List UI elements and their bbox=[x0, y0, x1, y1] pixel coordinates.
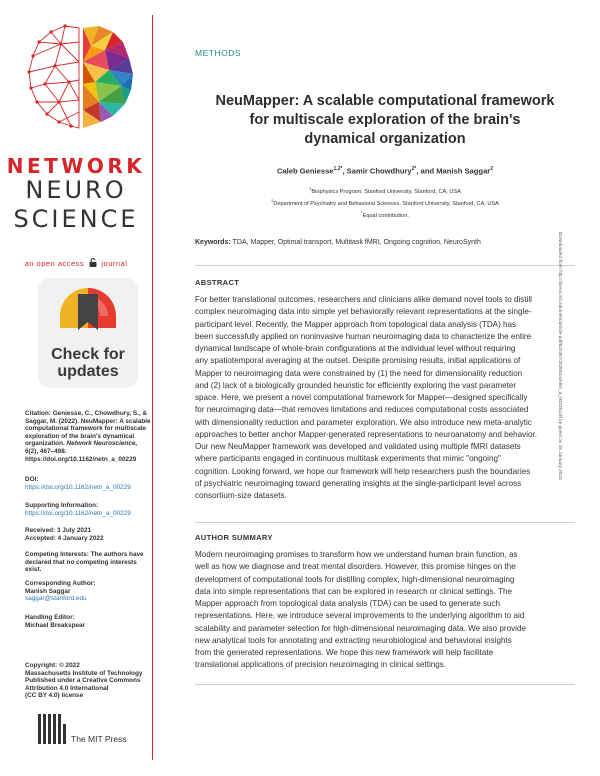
doi-link[interactable]: https://doi.org/10.1162/netn_a_00229 bbox=[25, 483, 131, 491]
abstract-line: approaches to better anchor Mapper-generated representations to neuroanatomy and behavior. bbox=[195, 429, 537, 439]
editor-name: Michael Breakspear bbox=[25, 621, 86, 629]
affiliation-equal-text: Equal contribution. bbox=[362, 212, 409, 219]
citation-doi-link[interactable]: https://doi.org/10.1162/netn_a_00229 bbox=[25, 455, 137, 463]
author-summary-heading: AUTHOR SUMMARY bbox=[195, 533, 273, 542]
copyright-line1: Copyright: © 2022 bbox=[25, 662, 80, 669]
author-3: and Manish Saggar bbox=[420, 166, 491, 176]
citation-label: Citation: bbox=[25, 410, 51, 417]
abstract-line: consortium-size datasets. bbox=[195, 491, 287, 500]
title-line3: dynamical organization bbox=[304, 131, 466, 147]
journal-label: journal bbox=[101, 259, 128, 268]
abstract-line: been successfully applied on noninvasive human neuroimaging data to characterize the entire bbox=[195, 331, 532, 341]
abstract-line: and (2) lack of a biologically grounded heuristic for efficiently exploring the vast parameter bbox=[195, 380, 517, 390]
abstract-line: where participants engaged in continuous multitask experiments that mimic "ongoing" bbox=[195, 454, 501, 464]
copyright-line3: Published under a Creative Commons bbox=[25, 677, 141, 685]
journal-sidebar bbox=[0, 0, 155, 776]
author-summary-line: translational applications of precision neuroimaging in clinical settings. bbox=[195, 660, 447, 670]
abstract-body bbox=[195, 294, 577, 502]
open-lock-icon bbox=[89, 258, 97, 267]
citation-block bbox=[25, 410, 151, 463]
article-title bbox=[195, 92, 575, 149]
citation-journal: Network Neuroscience, bbox=[66, 440, 138, 448]
check-for-updates-text bbox=[38, 346, 138, 380]
citation-text: Geniesse, C., Chowdhury, S., & Saggar, M. (2022). NeuMapper: A scalable computational framework for multiscale exploration of the brain's dynamical organization. bbox=[25, 410, 151, 448]
title-line1: NeuMapper: A scalable computational framework bbox=[215, 93, 555, 109]
journal-wordmark-science: SCIENCE bbox=[13, 205, 139, 233]
check-for-updates-button[interactable] bbox=[38, 278, 138, 388]
open-access-label: an open access bbox=[24, 259, 85, 268]
summary-rule bbox=[195, 522, 575, 523]
author-summary-body bbox=[195, 549, 577, 672]
author-summary-line: development of computational tools for distilling complex, high-dimensional neuroimaging bbox=[195, 574, 515, 584]
author-1: Caleb Geniesse bbox=[276, 166, 334, 176]
handling-editor-block bbox=[25, 614, 151, 629]
author-summary-line: new analytical tools for annotating and extracting neurobiological and behavioral insights bbox=[195, 635, 512, 645]
author-summary-line: from the generated representations. We hope this new framework will help facilitate bbox=[195, 648, 494, 657]
copyright-line4: Attribution 4.0 International bbox=[25, 684, 109, 692]
competing-text: The authors have declared that no competing interests exist. bbox=[25, 551, 144, 574]
keywords-label: Keywords: bbox=[195, 239, 231, 246]
author-3-affil: 2 bbox=[490, 166, 494, 172]
affiliation-2: $^2$Department of Psychiatry and Behavioral Sciences, Stanford University, Stanford, CA, USA bbox=[271, 198, 499, 207]
article-section-label: METHODS bbox=[195, 48, 241, 58]
author-summary-line: scalability and parameter selection for high-dimensional neuroimaging data. We also provide bbox=[195, 623, 526, 633]
author-summary-line: data into simple representations that can be explored in research or clinical settings. The bbox=[195, 586, 513, 596]
supporting-label: Supporting Information: bbox=[25, 502, 99, 509]
brain-network-logo-icon bbox=[25, 22, 137, 140]
publisher-name: The MIT Press bbox=[71, 734, 127, 744]
abstract-line: dynamical landscape of whole-brain configurations at the individual level without requiring bbox=[195, 344, 516, 353]
download-note-text: Downloaded from http://direct.mit.edu/netn/article-pdf/6/2/467/2028014/netn_a_00229.pdf by guest on 15 January 2023 bbox=[558, 232, 563, 480]
affiliation-1-text: Biophysics Program, Stanford University, Stanford, CA, USA bbox=[311, 188, 461, 195]
crossmark-icon bbox=[58, 286, 118, 348]
crossmark-line2: updates bbox=[57, 363, 119, 380]
copyright-block bbox=[25, 662, 151, 700]
abstract-line: of psychiatric neuroimaging toward generating insights at the single-participant level across bbox=[195, 478, 522, 488]
supporting-link[interactable]: https://doi.org/10.1162/netn_a_00229 bbox=[25, 509, 131, 517]
author-summary-line: well as how we diagnose and treat mental disorders. However, this promise hinges on the bbox=[195, 562, 516, 572]
journal-wordmark-neuro: NEURO bbox=[25, 176, 127, 204]
keywords-text: TDA, Mapper, Optimal transport, Multitask fMRI, Ongoing cognition, NeuroSynth bbox=[232, 239, 481, 246]
abstract-line: for neuroimaging data—that removes limitations and reduces computational costs associated bbox=[195, 405, 529, 415]
supporting-info-block bbox=[25, 502, 151, 517]
copyright-line5: (CC BY 4.0) license bbox=[25, 692, 84, 700]
keywords-line bbox=[195, 239, 575, 246]
abstract-line: complex neuroimaging data into simple yet behaviorally relevant representations at the single- bbox=[195, 307, 532, 317]
abstract-line: Our new NeuMapper framework was developed and validated using multiple fMRI datasets bbox=[195, 442, 521, 451]
author-1-affil: 1,2* bbox=[333, 166, 343, 172]
doi-label: DOI: bbox=[25, 476, 39, 483]
summary-end-rule bbox=[195, 684, 575, 685]
doi-block bbox=[25, 476, 151, 491]
abstract-line: participant level. Recently, the Mapper approach from topological data analysis (TDA) has bbox=[195, 319, 517, 329]
competing-label: Competing Interests: bbox=[25, 551, 89, 558]
abstract-line: any spatiotemporal averaging at the outset. Despite promising results, initial applications of bbox=[195, 356, 521, 366]
competing-interests-block bbox=[25, 551, 151, 574]
open-access-tagline bbox=[0, 258, 152, 268]
author-summary-line: Mapper approach from topological data analysis (TDA) can be used to generate such bbox=[195, 599, 501, 608]
abstract-rule bbox=[195, 265, 575, 266]
corresponding-author-block bbox=[25, 580, 151, 603]
dates-block bbox=[25, 527, 151, 542]
affiliation-1: $^1$Biophysics Program, Stanford University, Stanford, CA, USA bbox=[309, 186, 461, 195]
abstract-line: with dimensionality reduction and parameter exploration. We also introduce new meta-analytic bbox=[195, 417, 532, 427]
affiliation-2-text: Department of Psychiatry and Behavioral Sciences, Stanford University, Stanford, CA, USA bbox=[273, 200, 499, 207]
author-2: Samir Chowdhury bbox=[346, 166, 412, 176]
crossmark-line1: Check for bbox=[51, 346, 125, 363]
copyright-line2: Massachusetts Institute of Technology bbox=[25, 669, 143, 677]
author-summary-line: Modern neuroimaging promises to transform how we understand human brain function, as bbox=[195, 550, 518, 559]
editor-label: Handling Editor: bbox=[25, 614, 75, 621]
accepted-date: Accepted: 4 January 2022 bbox=[25, 534, 104, 542]
journal-wordmark-network: NETWORK bbox=[6, 154, 146, 178]
citation-volume: 6(2), 467–498. bbox=[25, 447, 67, 455]
author-summary-line: representations. Here, we introduce several improvements to the underlying algorithm to aid bbox=[195, 611, 525, 621]
received-date: Received: 3 July 2021 bbox=[25, 527, 92, 534]
sidebar-divider bbox=[152, 15, 153, 760]
abstract-line: cognition. Looking forward, we hope our framework will help researchers push the boundaries bbox=[195, 466, 531, 476]
author-list: Caleb Geniesse$^{1,2*}$, Samir Chowdhury$^{2*}$, and Manish Saggar$^2$ bbox=[276, 166, 494, 176]
abstract-line: space. Here, we present a novel computational framework for Mapper—designed specifically bbox=[195, 393, 528, 402]
mit-press-logo-icon bbox=[38, 714, 66, 744]
author-2-affil: 2* bbox=[411, 166, 417, 172]
title-line2: for multiscale exploration of the brain's bbox=[249, 112, 521, 128]
abstract-line: Mapper to neuroimaging data were constrained by (1) the need for dimensionality reduction bbox=[195, 368, 523, 378]
affiliation-equal: *Equal contribution. bbox=[361, 210, 409, 219]
download-note bbox=[556, 232, 564, 548]
abstract-heading: ABSTRACT bbox=[195, 278, 240, 287]
corresponding-label: Corresponding Author: bbox=[25, 580, 96, 587]
abstract-line: For better translational outcomes, researchers and clinicians alike demand novel tools to distill bbox=[195, 295, 532, 304]
corresponding-email[interactable]: saggar@stanford.edu bbox=[25, 595, 87, 603]
corresponding-name: Manish Saggar bbox=[25, 587, 71, 595]
